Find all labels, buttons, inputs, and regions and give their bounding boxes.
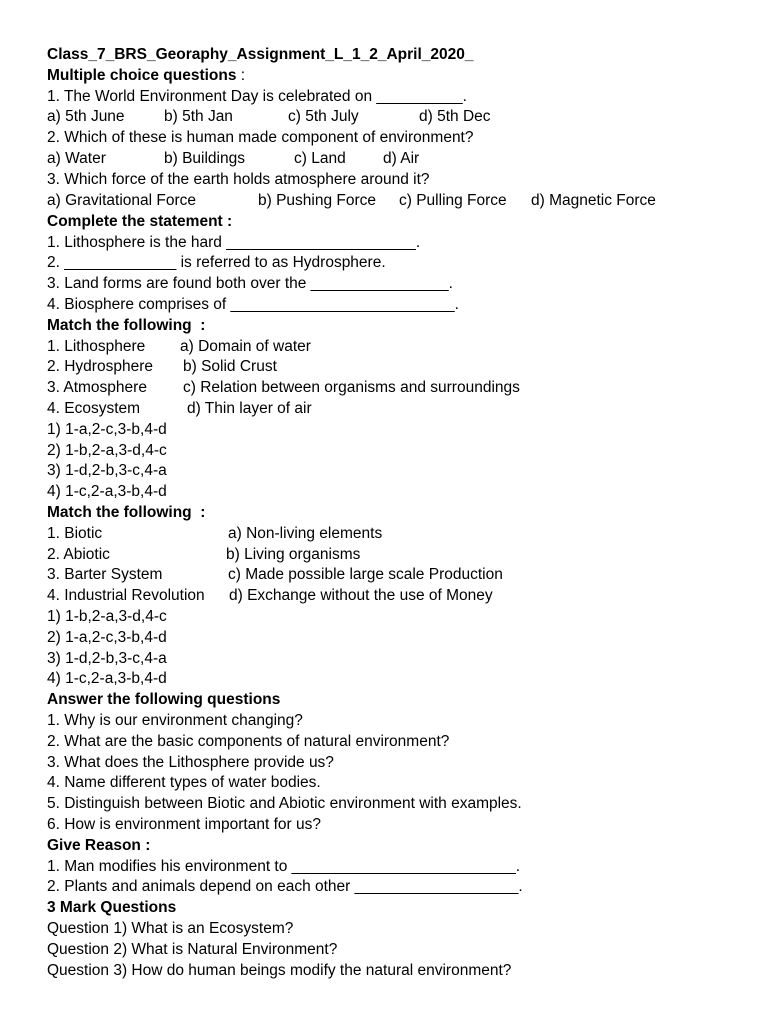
match2-heading: Match the following : xyxy=(47,504,206,521)
answer-item: 3. What does the Lithosphere provide us? xyxy=(47,754,334,771)
mcq-option: a) Water xyxy=(47,150,106,167)
answer-item: 4. Name different types of water bodies. xyxy=(47,774,321,791)
match1-row xyxy=(47,398,312,419)
match2-right: b) Living organisms xyxy=(226,546,361,563)
reason-heading: Give Reason : xyxy=(47,837,151,854)
mcq-heading-suffix: : xyxy=(236,67,246,84)
match2-option: 1) 1-b,2-a,3-d,4-c xyxy=(47,608,167,625)
match1-option: 1) 1-a,2-c,3-b,4-d xyxy=(47,421,167,438)
match2-option: 4) 1-c,2-a,3-b,4-d xyxy=(47,670,167,687)
match2-left: 4. Industrial Revolution xyxy=(47,587,205,604)
complete-item: 4. Biosphere comprises of __________________________. xyxy=(47,296,459,313)
mcq-question-1: 1. The World Environment Day is celebrated on __________. xyxy=(47,88,467,105)
match2-right: a) Non-living elements xyxy=(228,525,383,542)
reason-item: 2. Plants and animals depend on each other ___________________. xyxy=(47,878,523,895)
reason-item: 1. Man modifies his environment to __________________________. xyxy=(47,858,521,875)
mcq-option: a) 5th June xyxy=(47,108,125,125)
match1-option: 4) 1-c,2-a,3-b,4-d xyxy=(47,483,167,500)
mcq-option: b) 5th Jan xyxy=(164,108,233,125)
mcq-heading-line xyxy=(47,65,245,86)
mcq-question-3: 3. Which force of the earth holds atmosphere around it? xyxy=(47,171,430,188)
answer-item: 6. How is environment important for us? xyxy=(47,816,321,833)
three-mark-heading: 3 Mark Questions xyxy=(47,899,177,916)
mcq-option: b) Buildings xyxy=(164,150,245,167)
match2-option: 3) 1-d,2-b,3-c,4-a xyxy=(47,650,167,667)
mcq-option: c) Land xyxy=(294,150,346,167)
mcq-options-2 xyxy=(47,148,420,169)
match2-right: c) Made possible large scale Production xyxy=(228,566,503,583)
three-mark-item: Question 3) How do human beings modify the natural environment? xyxy=(47,962,512,979)
match1-right: d) Thin layer of air xyxy=(187,400,312,417)
match1-right: a) Domain of water xyxy=(180,338,311,355)
mcq-option: a) Gravitational Force xyxy=(47,192,197,209)
complete-item: 2. _____________ is referred to as Hydrosphere. xyxy=(47,254,386,271)
complete-item: 1. Lithosphere is the hard ______________________. xyxy=(47,234,421,251)
match1-right: c) Relation between organisms and surroundings xyxy=(183,379,520,396)
match2-right: d) Exchange without the use of Money xyxy=(229,587,493,604)
match1-left: 3. Atmosphere xyxy=(47,379,147,396)
match1-option: 3) 1-d,2-b,3-c,4-a xyxy=(47,462,167,479)
answer-heading: Answer the following questions xyxy=(47,691,281,708)
match2-row xyxy=(47,564,503,585)
mcq-option: c) 5th July xyxy=(288,108,359,125)
mcq-option: c) Pulling Force xyxy=(399,192,507,209)
match1-left: 1. Lithosphere xyxy=(47,338,146,355)
match2-row xyxy=(47,585,493,606)
mcq-options-3 xyxy=(47,190,656,211)
mcq-heading: Multiple choice questions xyxy=(47,67,237,84)
match1-left: 2. Hydrosphere xyxy=(47,358,153,375)
match1-left: 4. Ecosystem xyxy=(47,400,141,417)
mcq-option: b) Pushing Force xyxy=(258,192,377,209)
match2-row xyxy=(47,544,361,565)
match2-left: 3. Barter System xyxy=(47,566,163,583)
answer-item: 5. Distinguish between Biotic and Abiotic environment with examples. xyxy=(47,795,522,812)
match1-option: 2) 1-b,2-a,3-d,4-c xyxy=(47,442,167,459)
document-title: Class_7_BRS_Georaphy_Assignment_L_1_2_April_2020_ xyxy=(47,46,474,63)
match2-row xyxy=(47,523,383,544)
match1-row xyxy=(47,356,277,377)
match1-row xyxy=(47,336,311,357)
mcq-option: d) 5th Dec xyxy=(419,108,491,125)
complete-heading: Complete the statement : xyxy=(47,213,233,230)
match1-row xyxy=(47,377,520,398)
complete-item: 3. Land forms are found both over the ________________. xyxy=(47,275,453,292)
mcq-option: d) Air xyxy=(383,150,420,167)
match1-right: b) Solid Crust xyxy=(183,358,277,375)
match1-heading: Match the following : xyxy=(47,317,206,334)
match2-option: 2) 1-a,2-c,3-b,4-d xyxy=(47,629,167,646)
match2-left: 2. Abiotic xyxy=(47,546,110,563)
mcq-options-1 xyxy=(47,106,491,127)
match2-left: 1. Biotic xyxy=(47,525,103,542)
three-mark-item: Question 2) What is Natural Environment? xyxy=(47,941,338,958)
mcq-option: d) Magnetic Force xyxy=(531,192,656,209)
answer-item: 2. What are the basic components of natural environment? xyxy=(47,733,450,750)
mcq-question-2: 2. Which of these is human made component of environment? xyxy=(47,129,474,146)
answer-item: 1. Why is our environment changing? xyxy=(47,712,303,729)
three-mark-item: Question 1) What is an Ecosystem? xyxy=(47,920,294,937)
